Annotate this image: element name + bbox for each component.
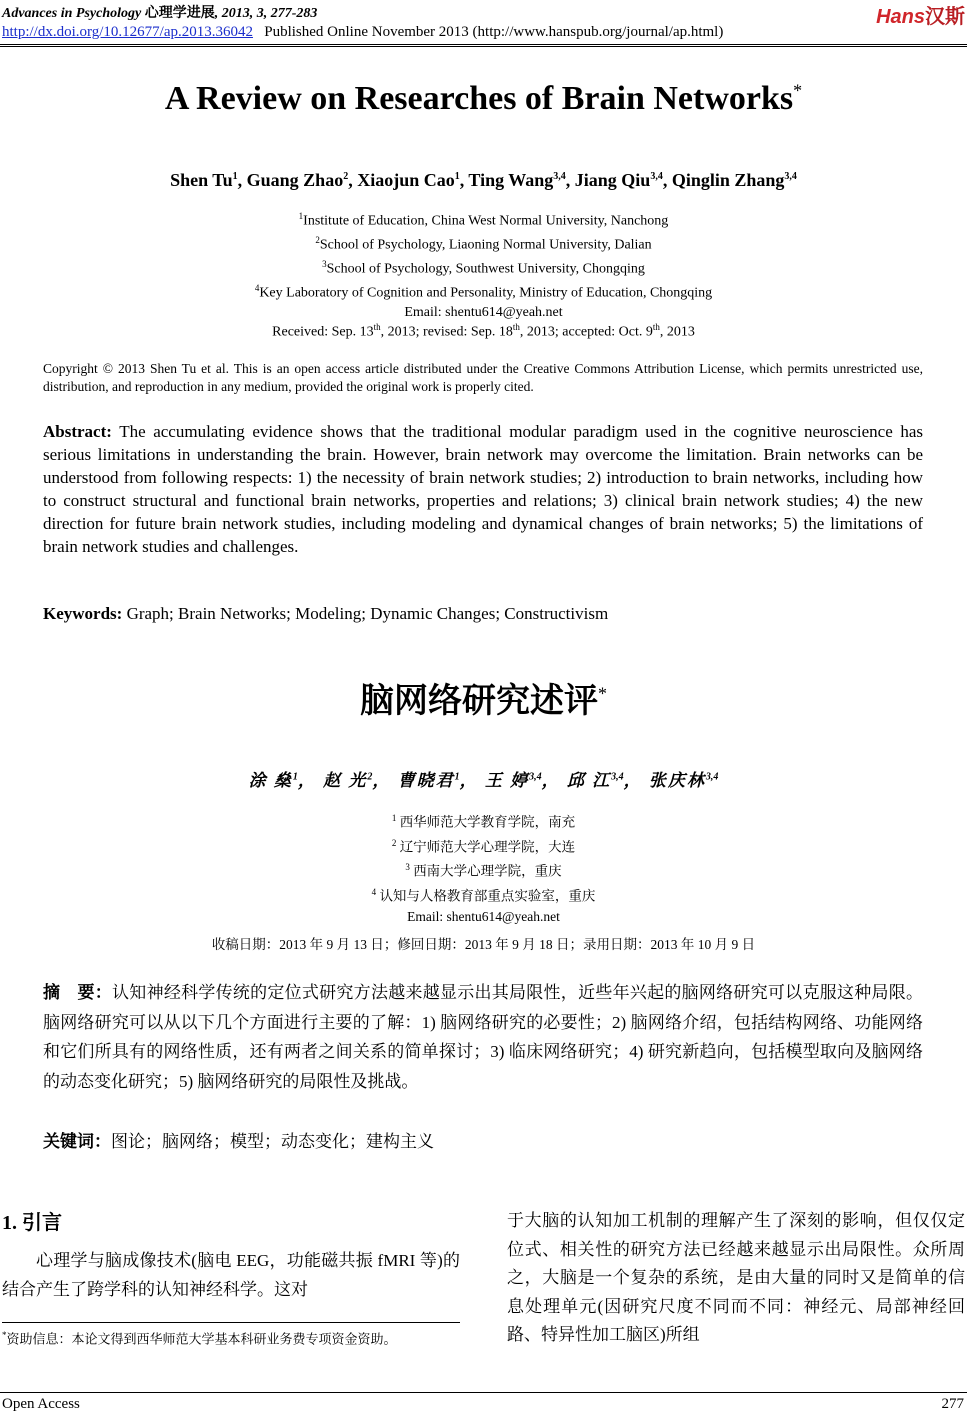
affiliation <box>0 808 967 833</box>
author-en: Jiang Qiu <box>574 170 651 190</box>
abstract-cn-label: 摘 要： <box>43 983 113 1002</box>
keywords-cn-text: 图论；脑网络；模型；动态变化；建构主义 <box>111 1132 434 1151</box>
affiliation-num: 4 <box>371 886 377 897</box>
author-cn: 张庆林 <box>648 771 706 790</box>
footer-rule <box>0 1392 967 1393</box>
footnote-rule <box>2 1322 460 1323</box>
abstract-text: The accumulating evidence shows that the traditional modular paradigm used in the cognitive neuroscience has serious limitations in understanding the brain. However, brain network may overcome the limitation. Brain networks can be understood from following respects: 1) the necessity of brain network studies; 2) introduction to brain networks, including how to construct structural and functional brain networks, properties and relations; 3) clinical brain network studies; 4) the new direction for future brain network studies, including modeling and dynamical changes of brain networks; 5) the limitations of brain network studies and challenges. <box>43 422 923 556</box>
affiliation-num: 3 <box>405 862 410 872</box>
received-en <box>0 322 967 341</box>
author-en: Guang Zhao <box>246 170 344 190</box>
affiliation <box>0 231 967 255</box>
received-part: , 2013; revised: Sep. 18 <box>380 324 513 340</box>
author-sep: ， <box>541 771 561 790</box>
author-sep: ， <box>623 771 643 790</box>
keywords-cn <box>43 1127 923 1152</box>
authors-en: Shen Tu$^1$, Guang Zhao$^2$, Xiaojun Cao$^1$, Ting Wang$^{3,4}$, Jiang Qiu$^{3,4}$, Qinglin Zhang$^{3,4}$ <box>170 170 797 190</box>
title-en-text: A Review on Researches of Brain Networks <box>164 80 794 117</box>
title-en <box>0 80 967 118</box>
logo-hans: Hans <box>876 6 925 28</box>
affiliation-text: 西南大学心理学院，重庆 <box>413 863 562 879</box>
affiliation-num: 2 <box>391 837 397 848</box>
authors-cn <box>0 766 967 791</box>
author-aff: 1 <box>454 171 460 182</box>
author-aff: 3,4 <box>784 171 797 182</box>
logo-cn: 汉斯 <box>925 6 965 28</box>
ordinal: th <box>373 322 381 332</box>
affiliation-text: 认知与人格教育部重点实验室，重庆 <box>379 888 596 903</box>
affiliation <box>0 833 967 858</box>
ordinal: th <box>652 322 660 332</box>
affiliation-text: 西华师范大学教育学院，南充 <box>399 814 576 830</box>
author-aff: 2 <box>343 171 349 182</box>
footnote-mark: * <box>2 1330 7 1340</box>
author-aff: 3,4 <box>611 771 624 783</box>
author-cn: 王 婷 <box>484 771 530 790</box>
author-cn: 曹晓君 <box>397 771 455 790</box>
received-part: , 2013 <box>659 324 695 340</box>
header-rule-2 <box>0 46 967 47</box>
affiliation <box>0 255 967 279</box>
copyright-notice: Copyright © 2013 Shen Tu et al. This is an open access article distributed under the Creative Commons Attribution License, which permits unrestricted use, distribution, and reproduction in any medium, provided the original work is properly cited. <box>43 361 923 394</box>
affiliation-text: 辽宁师范大学心理学院，大连 <box>399 839 576 854</box>
author-aff: 1 <box>292 771 298 783</box>
affiliation-num: 3 <box>322 259 327 270</box>
title-cn <box>0 673 967 722</box>
author-sep: ， <box>459 771 479 790</box>
affiliation-num: 4 <box>254 283 260 294</box>
abstract-en <box>43 420 923 558</box>
published-info: Published Online November 2013 (http://www.hanspub.org/journal/ap.html) <box>264 24 724 40</box>
affiliation-text: Institute of Education, China West Normal University, Nanchong <box>303 213 669 229</box>
email-cn: Email: shentu614@yeah.net <box>407 909 560 924</box>
journal-info: , 2013, 3, 277-283 <box>214 6 318 21</box>
affiliation <box>0 207 967 231</box>
author-cn: 涂 燊 <box>248 771 293 790</box>
author-aff: 3,4 <box>529 771 542 783</box>
author-en: Xiaojun Cao <box>357 170 455 190</box>
affiliation-text: School of Psychology, Liaoning Normal University, Dalian <box>319 237 652 253</box>
affiliation-num: 1 <box>298 211 304 221</box>
doi-line <box>2 24 723 41</box>
affiliation-text: Key Laboratory of Cognition and Personality, Ministry of Education, Chongqing <box>259 286 713 302</box>
open-access-label: Open Access <box>2 1396 80 1412</box>
author-en: Ting Wang <box>468 170 554 190</box>
author-aff: 3,4 <box>650 171 663 182</box>
affiliation-text: School of Psychology, Southwest University, Chongqing <box>326 261 645 277</box>
author-aff: 3,4 <box>705 771 719 783</box>
body-left-column: 心理学与脑成像技术(脑电 EEG，功能磁共振 fMRI 等)的结合产生了跨学科的认知神经科学。这对 <box>2 1251 460 1299</box>
title-en-mark: * <box>793 80 803 101</box>
page-number: 277 <box>941 1396 964 1412</box>
author-aff: 1 <box>232 171 238 182</box>
affiliation <box>0 857 967 882</box>
affiliation <box>0 279 967 303</box>
journal-name: Advances in Psychology <box>2 6 142 21</box>
author-cn: 赵 光 <box>323 771 368 790</box>
keywords-cn-label: 关键词： <box>43 1132 111 1151</box>
affiliations-en <box>0 207 967 322</box>
author-en: Shen Tu <box>170 170 233 190</box>
title-cn-text: 脑网络研究述评 <box>360 681 598 721</box>
received-cn: 收稿日期：2013 年 9 月 13 日；修回日期：2013 年 9 月 18 日；录用日期：2013 年 10 月 9 日 <box>211 937 756 952</box>
author-aff: 2 <box>367 771 373 783</box>
author-aff: 1 <box>454 771 460 783</box>
affiliations-cn <box>0 808 967 927</box>
hans-logo <box>876 0 965 29</box>
keywords-text: Graph; Brain Networks; Modeling; Dynamic Changes; Constructivism <box>126 604 609 623</box>
affiliation <box>0 882 967 907</box>
journal-name-cn: 心理学进展 <box>144 6 215 21</box>
abstract-cn-text: 认知神经科学传统的定位式研究方法越来越显示出其局限性，近些年兴起的脑网络研究可以克服这种局限。脑网络研究可以从以下几个方面进行主要的了解：1) 脑网络研究的必要性；2) 脑网络介绍，包括结构网络、功能网络和它们所具有的网络性质，还有两者之间关系的简单探讨；3) 临床网络研究；4) 研究新趋向，包括模型取向及脑网络的动态变化研究；5) 脑网络研究的局限性及挑战。 <box>43 983 924 1091</box>
received-part: Received: Sep. 13 <box>272 324 374 340</box>
author-en: Qinglin Zhang <box>671 170 785 190</box>
footnote-text: 资助信息：本论文得到西华师范大学基本科研业务费专项资金资助。 <box>6 1331 397 1347</box>
body-right-column: 于大脑的认知加工机制的理解产生了深刻的影响，但仅仅定位式、相关性的研究方法已经越来越显示出局限性。众所周之，大脑是一个复杂的系统，是由大量的同时又是简单的信息处理单元(因研究尺度不同而不同：神经元、局部神经回路、特异性加工脑区)所组 <box>507 1211 965 1345</box>
keywords-label: Keywords: <box>43 604 123 623</box>
journal-header <box>2 2 317 22</box>
author-sep: ， <box>297 771 317 790</box>
header-rule <box>0 44 967 45</box>
keywords-en <box>43 604 923 624</box>
title-cn-mark: * <box>598 683 607 704</box>
ordinal: th <box>512 322 520 332</box>
affiliation-num: 2 <box>315 235 320 246</box>
footnote <box>2 1326 460 1348</box>
author-cn: 邱 江 <box>566 771 612 790</box>
doi-link[interactable]: http://dx.doi.org/10.12677/ap.2013.36042 <box>2 24 253 40</box>
email-en: Email: shentu614@yeah.net <box>404 304 563 320</box>
author-aff: 3,4 <box>553 171 566 182</box>
received-part: , 2013; accepted: Oct. 9 <box>519 324 653 340</box>
author-sep: ， <box>372 771 392 790</box>
abstract-label: Abstract: <box>43 422 112 441</box>
abstract-cn <box>43 978 923 1096</box>
affiliation-num: 1 <box>391 813 397 823</box>
section-title: 1. 引言 <box>2 1212 62 1234</box>
